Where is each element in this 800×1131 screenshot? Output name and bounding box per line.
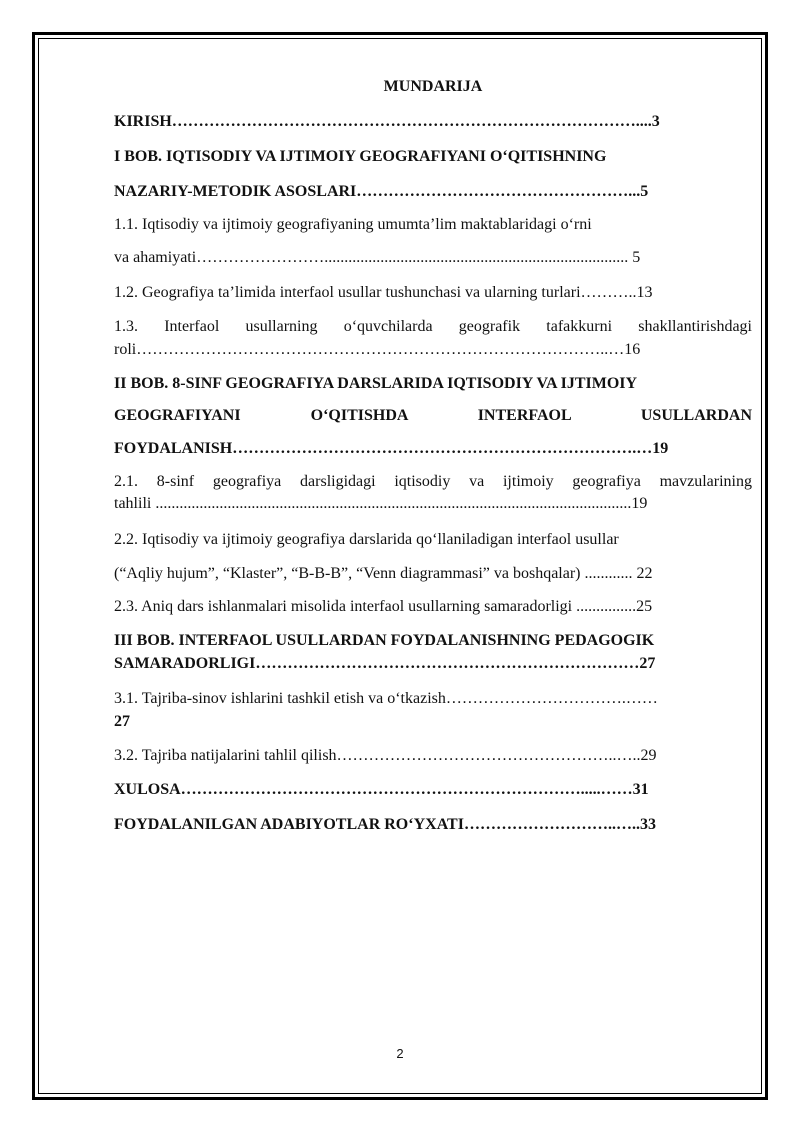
toc-section-2-1-line2: tahlili .......................................................................................................................19	[114, 495, 648, 512]
page-number: 2	[396, 1046, 404, 1061]
toc-chapter-1-line1: I BOB. IQTISODIY VA IJTIMOIY GEOGRAFIYANI O‘QITISHNING	[114, 148, 607, 165]
toc-section-1-3-line2: roli……………………………………………………………………………..…16	[114, 341, 641, 358]
toc-section-1-1-line1: 1.1. Iqtisodiy va ijtimoiy geografiyaning umumta’lim maktablaridagi o‘rni	[114, 216, 592, 233]
toc-section-3-2: 3.2. Tajriba natijalarini tahlil qilish……………………………………………..…..29	[114, 747, 657, 764]
toc-section-1-1-line2: va ahamiyati……………………............................................................................ 5	[114, 249, 641, 266]
toc-entry-references: FOYDALANILGAN ADABIYOTLAR RO‘YXATI………………………..…..33	[114, 816, 656, 833]
toc-section-2-3: 2.3. Aniq dars ishlanmalari misolida interfaol usullarning samaradorligi ...............25	[114, 598, 653, 615]
toc-chapter-2-line1: II BOB. 8-SINF GEOGRAFIYA DARSLARIDA IQTISODIY VA IJTIMOIY	[114, 375, 638, 392]
toc-chapter-2-line3: FOYDALANISH………………………………………………………………….…19	[114, 440, 669, 457]
toc-section-1-3-line1: 1.3. Interfaol usullarning o‘quvchilarda geografik tafakkurni shakllantirishdagi	[114, 318, 752, 335]
toc-entry-xulosa: XULOSA………………………………………………………………….....……31	[114, 781, 649, 798]
toc-section-3-1-page: 27	[114, 713, 130, 730]
toc-section-1-2: 1.2. Geografiya ta’limida interfaol usullar tushunchasi va ularning turlari………..13	[114, 284, 653, 301]
toc-chapter-2-line2: GEOGRAFIYANI O‘QITISHDA INTERFAOL USULLARDAN	[114, 407, 752, 424]
toc-chapter-3-line1: III BOB. INTERFAOL USULLARDAN FOYDALANISHNING PEDAGOGIK	[114, 632, 655, 649]
toc-chapter-1-line2: NAZARIY-METODIK ASOSLARI……………………………………………...5	[114, 183, 649, 200]
toc-entry-kirish: KIRISH……………………………………………………………………………....3	[114, 113, 660, 130]
page-title: MUNDARIJA	[383, 78, 483, 95]
toc-chapter-3-line2: SAMARADORLIGI………………………………………………………………27	[114, 655, 656, 672]
toc-section-2-2-line1: 2.2. Iqtisodiy va ijtimoiy geografiya darslarida qo‘llaniladigan interfaol usullar	[114, 531, 619, 548]
toc-section-3-1-line1: 3.1. Tajriba-sinov ishlarini tashkil etish va o‘tkazish…………………………….……	[114, 690, 658, 707]
toc-section-2-1-line1: 2.1. 8-sinf geografiya darsligidagi iqtisodiy va ijtimoiy geografiya mavzularining	[114, 473, 752, 490]
toc-section-2-2-line2: (“Aqliy hujum”, “Klaster”, “B-B-B”, “Venn diagrammasi” va boshqalar) ............ 22	[114, 565, 653, 582]
